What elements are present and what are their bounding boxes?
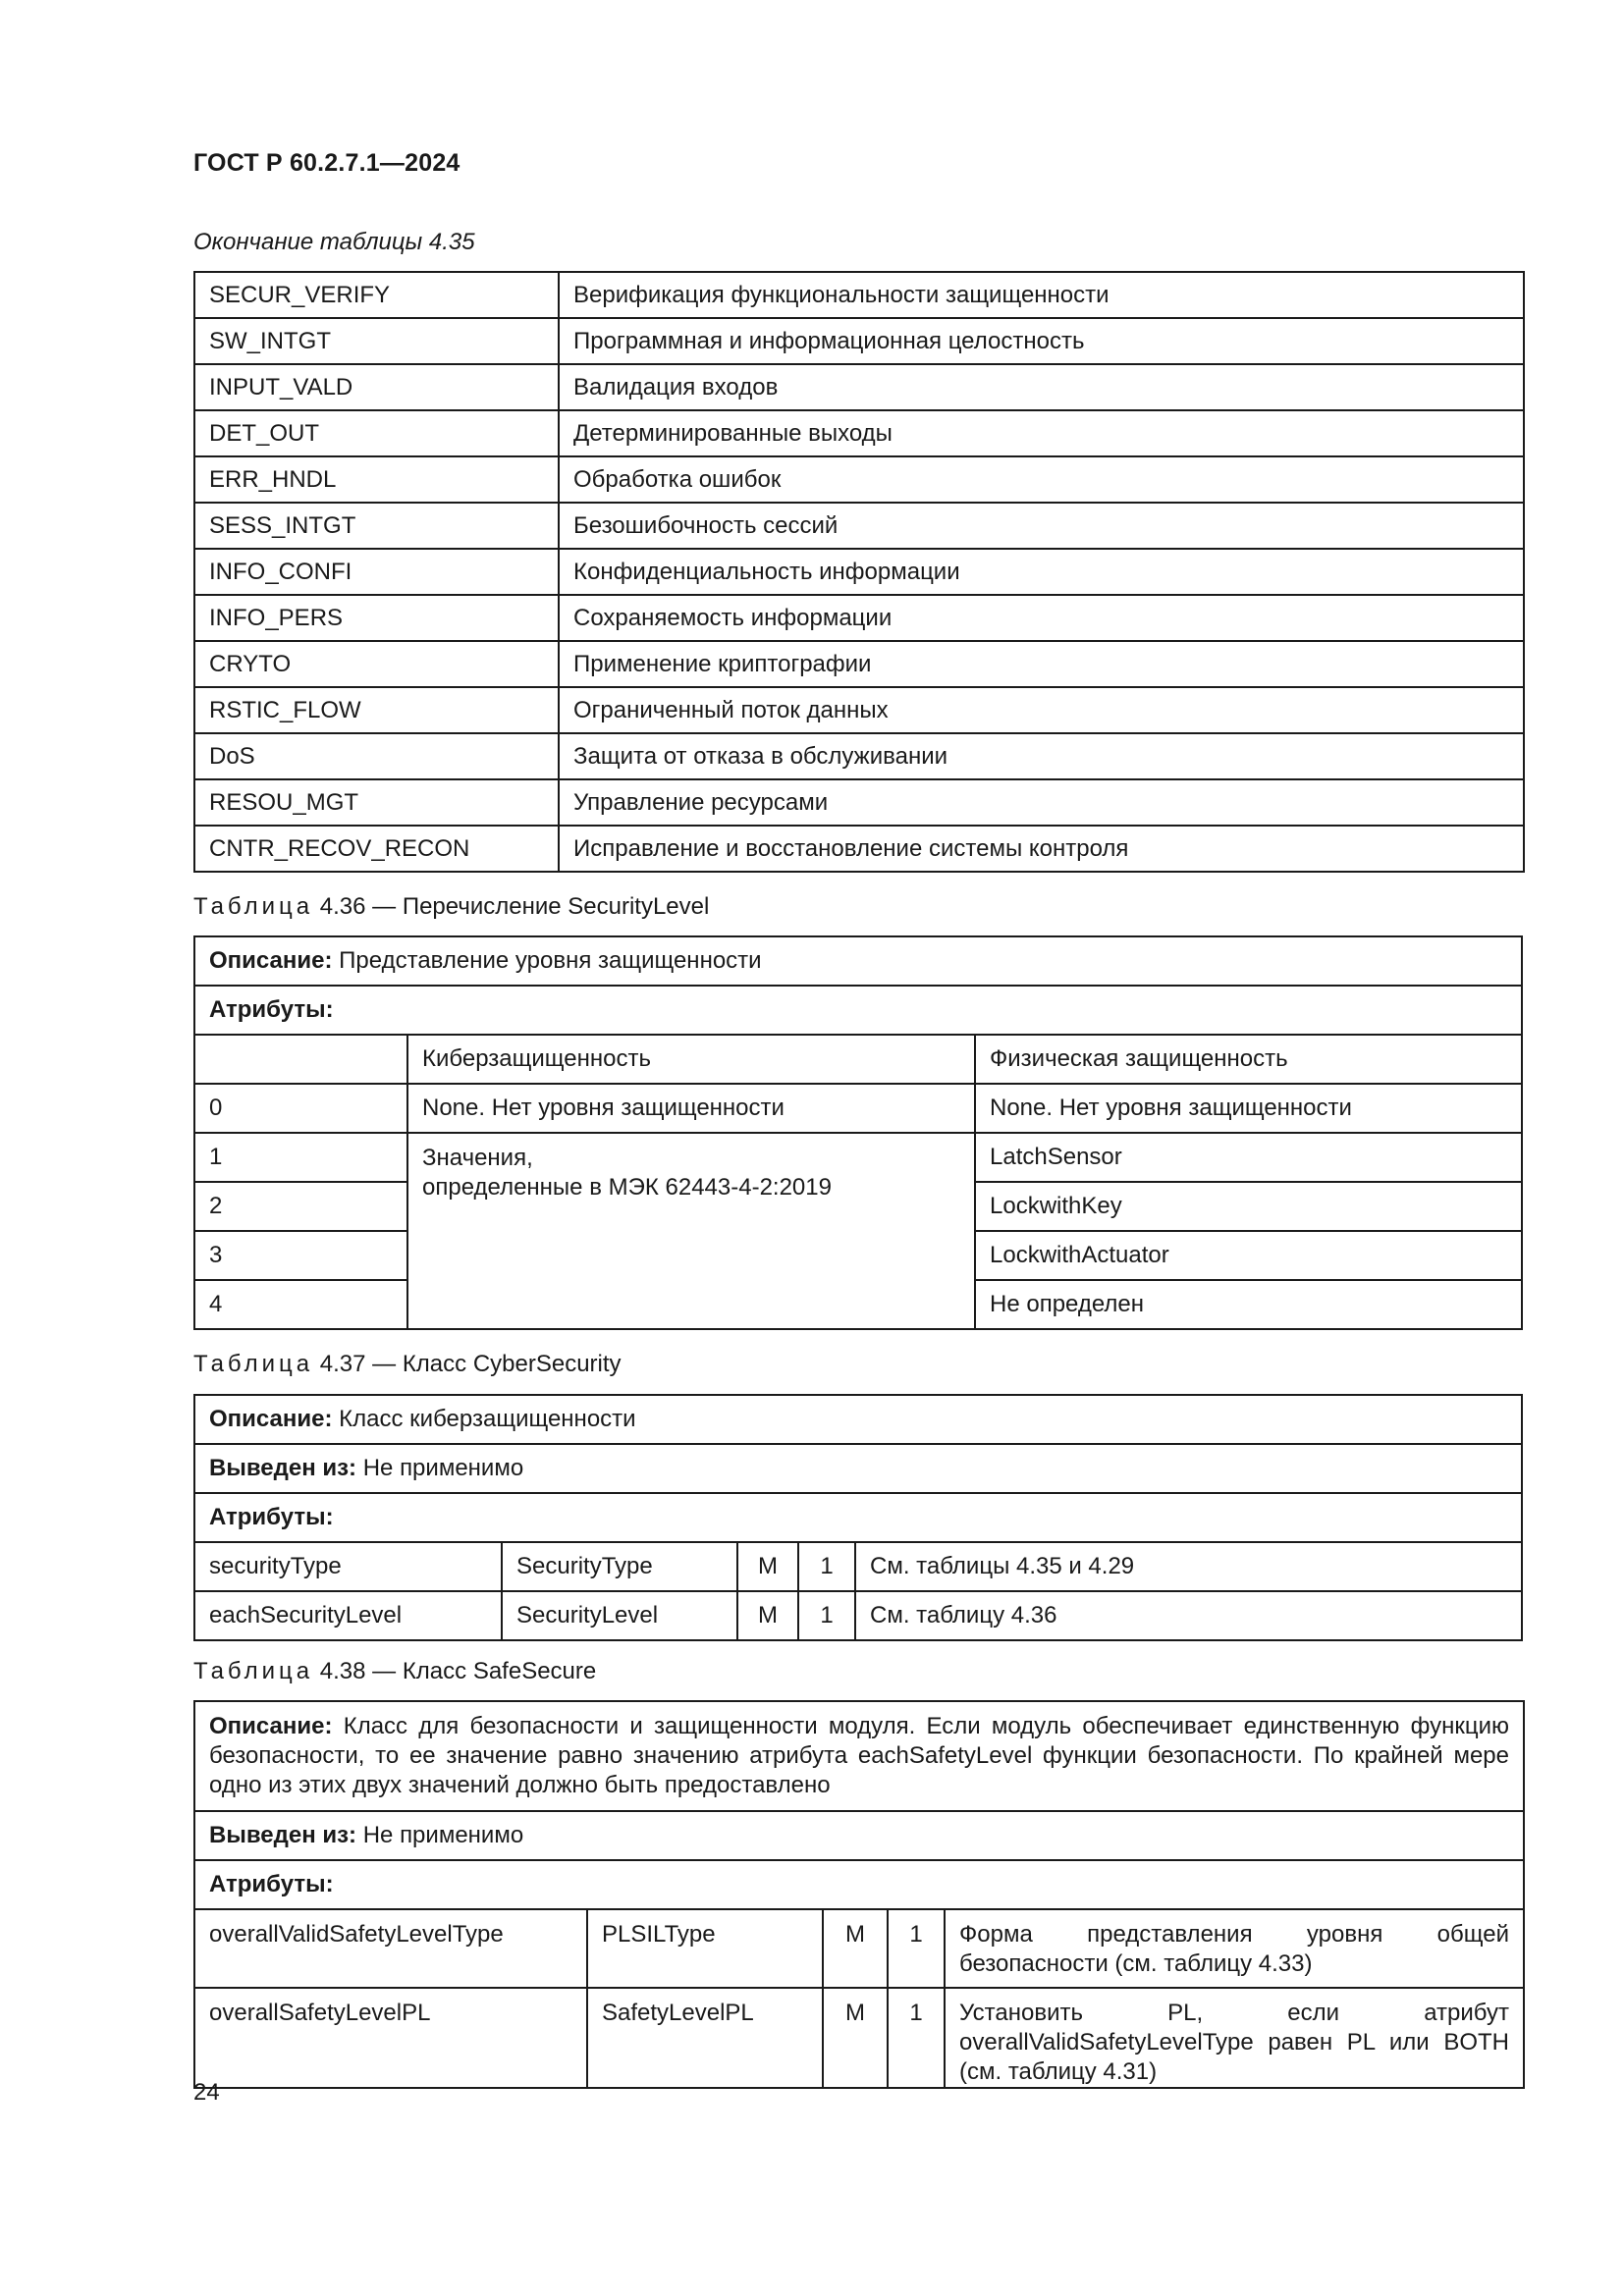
- physical-cell: LatchSensor: [975, 1133, 1522, 1182]
- table-row: [194, 364, 1524, 410]
- table-row: [194, 1988, 1524, 2088]
- derived-text: Не применимо: [356, 1822, 524, 1848]
- description-cell: Конфиденциальность информации: [559, 549, 1524, 595]
- table-row: [194, 779, 1524, 826]
- description-cell: Обработка ошибок: [559, 456, 1524, 503]
- description-cell: Детерминированные выходы: [559, 410, 1524, 456]
- description-cell: Сохраняемость информации: [559, 595, 1524, 641]
- code-cell: CNTR_RECOV_RECON: [194, 826, 559, 872]
- table-row: [194, 272, 1524, 318]
- table-row: [194, 1811, 1524, 1860]
- attributes-label: Атрибуты:: [194, 1860, 1524, 1909]
- table-row: [194, 733, 1524, 779]
- table-row: [194, 549, 1524, 595]
- table-4-38: [193, 1700, 1525, 2089]
- derived-text: Не применимо: [356, 1455, 524, 1481]
- empty-header-cell: [194, 1035, 407, 1084]
- description-cell: Ограниченный поток данных: [559, 687, 1524, 733]
- table-row: [194, 1133, 1522, 1182]
- attribute-name-cell: securityType: [194, 1542, 502, 1591]
- table-row: [194, 1860, 1524, 1909]
- derived-label: Выведен из:: [209, 1455, 357, 1481]
- level-cell: 0: [194, 1084, 407, 1133]
- caption-rest: 4.38 — Класс SafeSecure: [313, 1658, 597, 1684]
- code-cell: CRYTO: [194, 641, 559, 687]
- column-header-physical: Физическая защищенность: [975, 1035, 1522, 1084]
- description-cell: [194, 936, 1522, 986]
- document-header: ГОСТ Р 60.2.7.1—2024: [193, 149, 460, 177]
- description-label: Описание:: [209, 1406, 333, 1432]
- description-label: Описание:: [209, 947, 333, 974]
- code-cell: ERR_HNDL: [194, 456, 559, 503]
- type-cell: SafetyLevelPL: [587, 1988, 823, 2088]
- column-header-cyber: Киберзащищенность: [407, 1035, 975, 1084]
- level-cell: 3: [194, 1231, 407, 1280]
- table-row: [194, 1591, 1522, 1640]
- type-cell: PLSILType: [587, 1909, 823, 1988]
- description-cell: Верификация функциональности защищенности: [559, 272, 1524, 318]
- table-row: [194, 641, 1524, 687]
- note-cell: Форма представления уровня общей безопасности (см. таблицу 4.33): [945, 1909, 1524, 1988]
- derived-cell: [194, 1811, 1524, 1860]
- physical-cell: LockwithKey: [975, 1182, 1522, 1231]
- table-row: [194, 1395, 1522, 1444]
- description-cell: Исправление и восстановление системы контроля: [559, 826, 1524, 872]
- table-row: [194, 595, 1524, 641]
- table-4-38-caption: [193, 1658, 596, 1685]
- derived-label: Выведен из:: [209, 1822, 357, 1848]
- table-row: [194, 456, 1524, 503]
- code-cell: INFO_CONFI: [194, 549, 559, 595]
- table-row: [194, 936, 1522, 986]
- cyber-values-line: Значения,: [422, 1145, 533, 1171]
- table-4-37: [193, 1394, 1523, 1641]
- note-cell: См. таблицу 4.36: [855, 1591, 1522, 1640]
- table-row: [194, 410, 1524, 456]
- description-cell: Программная и информационная целостность: [559, 318, 1524, 364]
- description-cell: Валидация входов: [559, 364, 1524, 410]
- table-row: [194, 503, 1524, 549]
- code-cell: INPUT_VALD: [194, 364, 559, 410]
- page-number: 24: [193, 2079, 220, 2106]
- note-cell: См. таблицы 4.35 и 4.29: [855, 1542, 1522, 1591]
- table-header-row: [194, 1035, 1522, 1084]
- table-row: [194, 318, 1524, 364]
- attribute-name-cell: overallValidSafetyLevelType: [194, 1909, 587, 1988]
- obligation-cell: M: [823, 1909, 888, 1988]
- table-row: [194, 1701, 1524, 1811]
- description-cell: Защита от отказа в обслуживании: [559, 733, 1524, 779]
- description-text: Класс киберзащищенности: [332, 1406, 636, 1432]
- table-4-36-caption: [193, 893, 709, 921]
- level-cell: 1: [194, 1133, 407, 1182]
- table-4-35-caption: Окончание таблицы 4.35: [193, 229, 475, 255]
- obligation-cell: M: [737, 1542, 798, 1591]
- code-cell: SW_INTGT: [194, 318, 559, 364]
- multiplicity-cell: 1: [798, 1591, 855, 1640]
- multiplicity-cell: 1: [888, 1988, 945, 2088]
- attribute-name-cell: overallSafetyLevelPL: [194, 1988, 587, 2088]
- obligation-cell: M: [737, 1591, 798, 1640]
- note-cell: Установить PL, если атрибут overallValidSafetyLevelType равен PL или BOTH (см. таблицу 4.31): [945, 1988, 1524, 2088]
- attribute-name-cell: eachSecurityLevel: [194, 1591, 502, 1640]
- table-row: [194, 826, 1524, 872]
- description-cell: [194, 1701, 1524, 1811]
- physical-cell: Не определен: [975, 1280, 1522, 1329]
- attributes-label: Атрибуты:: [194, 1493, 1522, 1542]
- description-text: Представление уровня защищенности: [332, 947, 762, 974]
- description-cell: Применение криптографии: [559, 641, 1524, 687]
- code-cell: DoS: [194, 733, 559, 779]
- description-text: Класс для безопасности и защищенности модуля. Если модуль обеспечивает единственную функцию безопасности, то ее значение равно значению атрибута eachSafetyLevel функции безопасности. По крайней мере одно из этих двух значений должно быть предоставлено: [209, 1713, 1509, 1798]
- description-cell: Управление ресурсами: [559, 779, 1524, 826]
- multiplicity-cell: 1: [798, 1542, 855, 1591]
- table-row: [194, 1493, 1522, 1542]
- description-cell: Безошибочность сессий: [559, 503, 1524, 549]
- caption-word: Таблица: [193, 893, 314, 920]
- code-cell: SESS_INTGT: [194, 503, 559, 549]
- type-cell: SecurityType: [502, 1542, 737, 1591]
- attributes-label: Атрибуты:: [194, 986, 1522, 1035]
- level-cell: 4: [194, 1280, 407, 1329]
- multiplicity-cell: 1: [888, 1909, 945, 1988]
- caption-rest: 4.37 — Класс CyberSecurity: [313, 1351, 622, 1377]
- table-row: [194, 986, 1522, 1035]
- type-cell: SecurityLevel: [502, 1591, 737, 1640]
- code-cell: RESOU_MGT: [194, 779, 559, 826]
- table-4-35: [193, 271, 1525, 873]
- cyber-values-line: определенные в МЭК 62443-4-2:2019: [422, 1174, 832, 1201]
- code-cell: DET_OUT: [194, 410, 559, 456]
- code-cell: SECUR_VERIFY: [194, 272, 559, 318]
- caption-word: Таблица: [193, 1351, 314, 1377]
- description-label: Описание:: [209, 1713, 333, 1739]
- cyber-values-cell: [407, 1133, 975, 1329]
- table-row: [194, 687, 1524, 733]
- description-cell: [194, 1395, 1522, 1444]
- code-cell: RSTIC_FLOW: [194, 687, 559, 733]
- code-cell: INFO_PERS: [194, 595, 559, 641]
- level-cell: 2: [194, 1182, 407, 1231]
- table-row: [194, 1084, 1522, 1133]
- cyber-cell: None. Нет уровня защищенности: [407, 1084, 975, 1133]
- table-4-37-caption: [193, 1351, 622, 1378]
- caption-word: Таблица: [193, 1658, 314, 1684]
- obligation-cell: M: [823, 1988, 888, 2088]
- table-row: [194, 1909, 1524, 1988]
- physical-cell: None. Нет уровня защищенности: [975, 1084, 1522, 1133]
- table-row: [194, 1542, 1522, 1591]
- table-4-36: [193, 935, 1523, 1330]
- physical-cell: LockwithActuator: [975, 1231, 1522, 1280]
- caption-rest: 4.36 — Перечисление SecurityLevel: [313, 893, 710, 920]
- derived-cell: [194, 1444, 1522, 1493]
- table-row: [194, 1444, 1522, 1493]
